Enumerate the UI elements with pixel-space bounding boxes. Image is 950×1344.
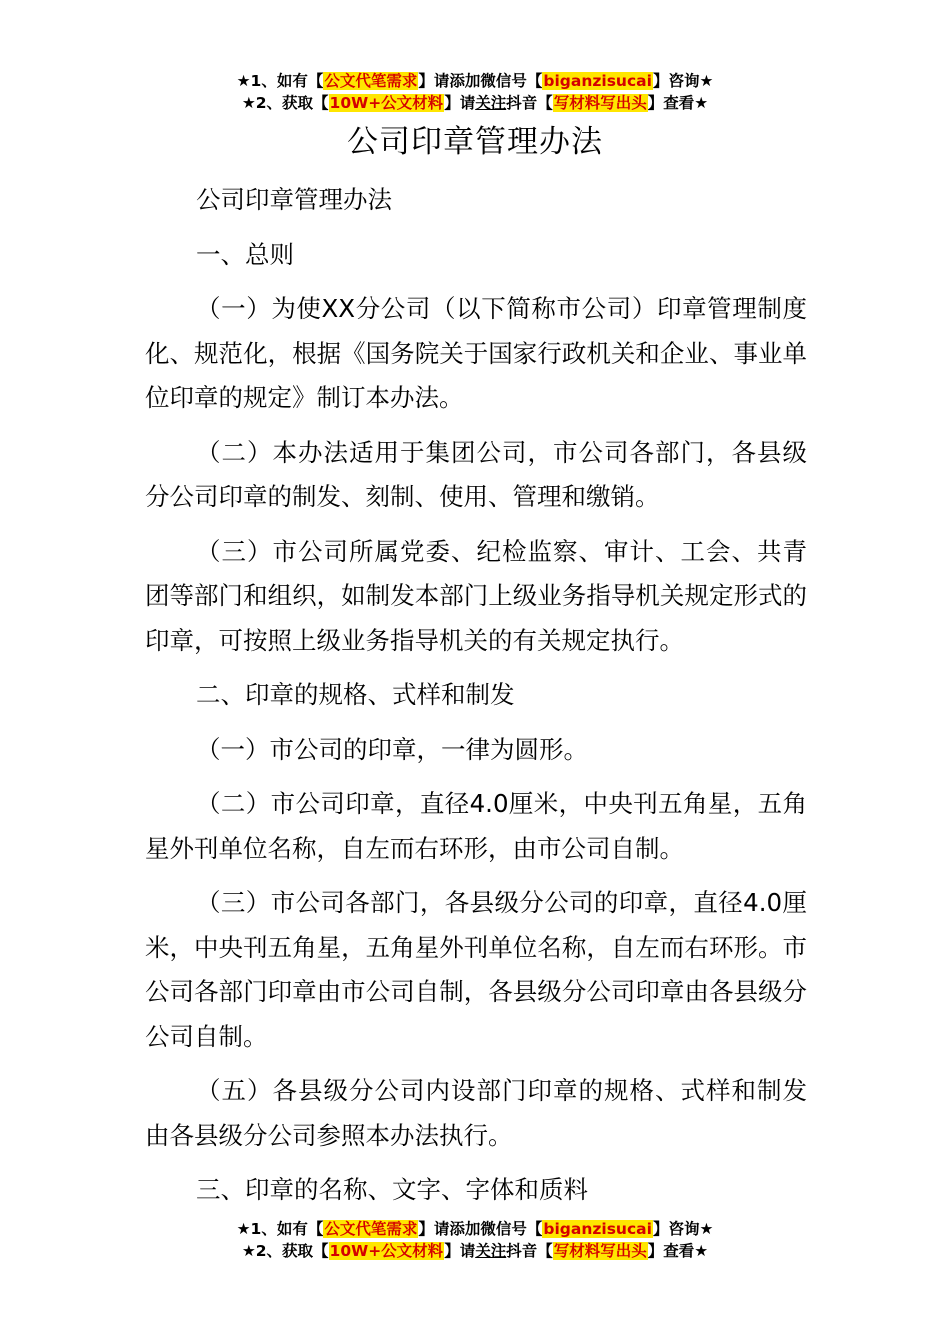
promo-text: ★1、如有【 — [236, 1220, 324, 1238]
promo-text: 】请 — [444, 1242, 476, 1260]
promo-text: 】请添加微信号【 — [418, 1220, 543, 1238]
promo-banner-bottom — [0, 1218, 950, 1262]
promo-line-2 — [0, 92, 950, 114]
promo-text: 】查看★ — [647, 94, 709, 112]
section-heading-name: 三、印章的名称、文字、字体和质料 — [196, 1175, 588, 1204]
promo-text: 】咨询★ — [652, 72, 714, 90]
paragraph: （三）市公司各部门，各县级分公司的印章，直径4.0厘米，中央刊五角星，五角星外刊单位名称，自左而右环形。市公司各部门印章由市公司自制，各县级分公司印章由各县级分公司自制。 — [145, 888, 807, 1051]
promo-text: 抖音【 — [506, 94, 553, 112]
promo-highlight: 10W+公文材料 — [329, 1242, 444, 1260]
promo-text: ★2、获取【 — [241, 1242, 329, 1260]
promo-text: ★1、如有【 — [236, 72, 324, 90]
paragraph: （一）为使XX分公司（以下简称市公司）印章管理制度化、规范化，根据《国务院关于国家行政机关和企业、事业单位印章的规定》制订本办法。 — [145, 294, 807, 412]
document-body — [145, 178, 807, 1223]
promo-highlight: 公文代笔需求 — [324, 1220, 418, 1238]
paragraph: （二）市公司印章，直径4.0厘米，中央刊五角星，五角星外刊单位名称，自左而右环形，由市公司自制。 — [145, 789, 807, 863]
promo-banner-top — [0, 70, 950, 114]
promo-highlight: 10W+公文材料 — [329, 94, 444, 112]
promo-text: 】请 — [444, 94, 476, 112]
paragraph: （一）市公司的印章，一律为圆形。 — [196, 734, 588, 764]
promo-text: 抖音【 — [506, 1242, 553, 1260]
section-heading-spec: 二、印章的规格、式样和制发 — [196, 680, 515, 709]
paragraph: （三）市公司所属党委、纪检监察、审计、工会、共青团等部门和组织，如制发本部门上级业务指导机关规定形式的印章，可按照上级业务指导机关的有关规定执行。 — [145, 536, 807, 655]
document-title: 公司印章管理办法 — [347, 124, 603, 160]
section-heading-general: 一、总则 — [196, 239, 294, 269]
promo-text: ★2、获取【 — [241, 94, 329, 112]
promo-wechat-id: biganzisucai — [543, 1220, 652, 1238]
promo-underlined: 关注 — [475, 1242, 507, 1260]
promo-highlight: 公文代笔需求 — [324, 72, 418, 90]
promo-line-1 — [0, 1218, 950, 1240]
paragraph: （五）各县级分公司内设部门印章的规格、式样和制发由各县级分公司参照本办法执行。 — [145, 1076, 807, 1150]
promo-text: 】请添加微信号【 — [418, 72, 543, 90]
promo-line-1 — [0, 70, 950, 92]
promo-text: 】查看★ — [647, 1242, 709, 1260]
paragraph: （二）本办法适用于集团公司，市公司各部门，各县级分公司印章的制发、刻制、使用、管理和缴销。 — [145, 437, 807, 511]
promo-douyin-name: 写材料写出头 — [553, 1242, 647, 1260]
promo-douyin-name: 写材料写出头 — [553, 94, 647, 112]
promo-underlined: 关注 — [475, 94, 507, 112]
promo-text: 】咨询★ — [652, 1220, 714, 1238]
paragraph-subtitle: 公司印章管理办法 — [196, 185, 392, 214]
promo-line-2 — [0, 1240, 950, 1262]
promo-wechat-id: biganzisucai — [543, 72, 652, 90]
